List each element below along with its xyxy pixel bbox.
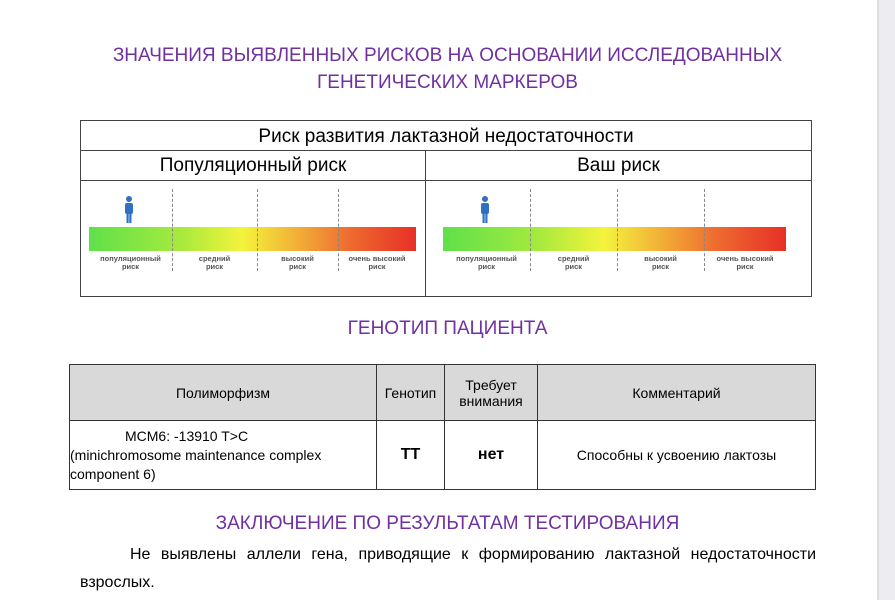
page-title [0, 42, 895, 96]
scale-label: популяционный риск [456, 254, 517, 271]
population-risk-scale-bar [89, 227, 416, 251]
scale-label: средний риск [557, 254, 590, 271]
title-line-1: ЗНАЧЕНИЯ ВЫЯВЛЕННЫХ РИСКОВ НА ОСНОВАНИИ ИССЛЕДОВАННЫХ [112, 45, 783, 66]
scale-label: высокий риск [644, 254, 677, 271]
genotype-value: TT [377, 421, 445, 490]
scale-label: популяционный риск [100, 254, 161, 271]
header-comment: Комментарий [538, 365, 816, 421]
conclusion-text [80, 541, 816, 597]
header-genotype: Генотип [377, 365, 445, 421]
person-marker-icon [124, 196, 134, 223]
polymorphism-name: MCM6: -13910 T>C [125, 427, 249, 444]
genotype-table [69, 364, 816, 490]
header-polymorphism: Полиморфизм [70, 365, 377, 421]
polymorphism-cell [70, 421, 377, 490]
person-marker-icon [480, 196, 490, 223]
polymorphism-description: (minichromosome maintenance complex component 6) [70, 446, 322, 482]
scale-label: очень высокий риск [348, 254, 406, 271]
attention-value: нет [445, 421, 538, 490]
header-attention: Требует внимания [445, 365, 538, 421]
risk-table-title: Риск развития лактазной недостаточности [81, 121, 811, 151]
your-risk-scale-bar [443, 227, 786, 251]
risk-table [80, 120, 812, 297]
divider [425, 181, 426, 296]
scale-label: очень высокий риск [716, 254, 774, 271]
scale-label: высокий риск [281, 254, 314, 271]
conclusion-text-content: Не выявлены аллели гена, приводящие к формированию лактазной недостаточности взрослых. [80, 546, 816, 591]
population-risk-header: Популяционный риск [81, 151, 426, 181]
title-line-2: ГЕНЕТИЧЕСКИХ МАРКЕРОВ [317, 72, 578, 93]
table-row [70, 421, 816, 490]
your-risk-header: Ваш риск [426, 151, 811, 181]
comment-value: Способны к усвоению лактозы [538, 421, 816, 490]
conclusion-title: ЗАКЛЮЧЕНИЕ ПО РЕЗУЛЬТАТАМ ТЕСТИРОВАНИЯ [215, 513, 680, 534]
scale-label: средний риск [198, 254, 231, 271]
genotype-section-title: ГЕНОТИП ПАЦИЕНТА [347, 318, 548, 339]
